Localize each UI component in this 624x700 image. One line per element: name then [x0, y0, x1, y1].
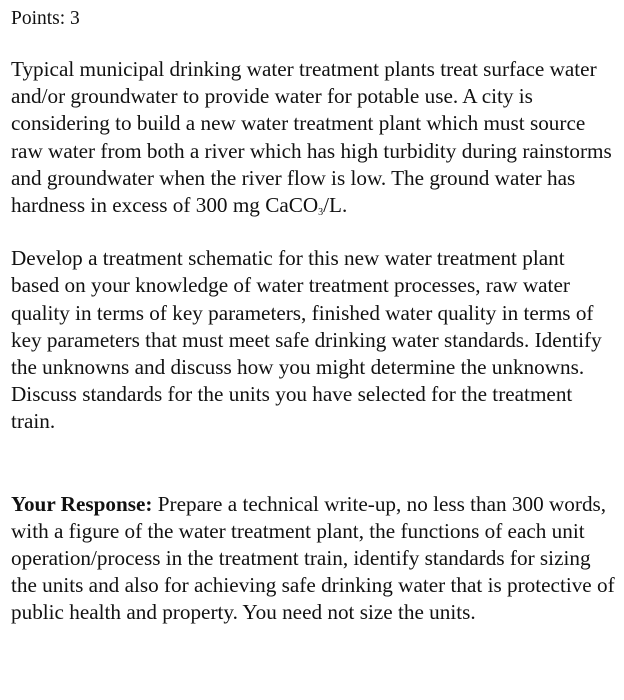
problem-statement-tail: /L.: [323, 193, 348, 218]
problem-statement-text: Typical municipal drinking water treatment plants treat surface water and/or groundwater to provide water for potable use. A city is considering to build a new water treatment plant which must source raw water from both a river which has high turbidity during rainstorms and groundwater when the river flow is low. The ground water has hardness in excess of 300 mg CaCO: [11, 57, 612, 218]
response-label: Your Response:: [11, 491, 153, 516]
points-label: Points: 3: [11, 8, 80, 29]
problem-statement: [11, 56, 615, 219]
question-page: [11, 0, 615, 627]
task-description: Develop a treatment schematic for this new water treatment plant based on your knowledge of water treatment processes, raw water quality in terms of key parameters, finished water quality in terms of key parameters that must meet safe drinking water standards. Identify the unknowns and discuss how you might determine the unknowns. Discuss standards for the units you have selected for the treatment train.: [11, 246, 602, 434]
response-instructions: [11, 491, 615, 627]
caco3-subscript: 3: [318, 207, 324, 219]
response-text: Prepare a technical write-up, no less than 300 words, with a figure of the water treatment plant, the functions of each unit operation/process in the treatment train, identify standards for sizing the units and also for achieving safe drinking water that is protective of public health and property. You need not size the units.: [11, 491, 615, 625]
